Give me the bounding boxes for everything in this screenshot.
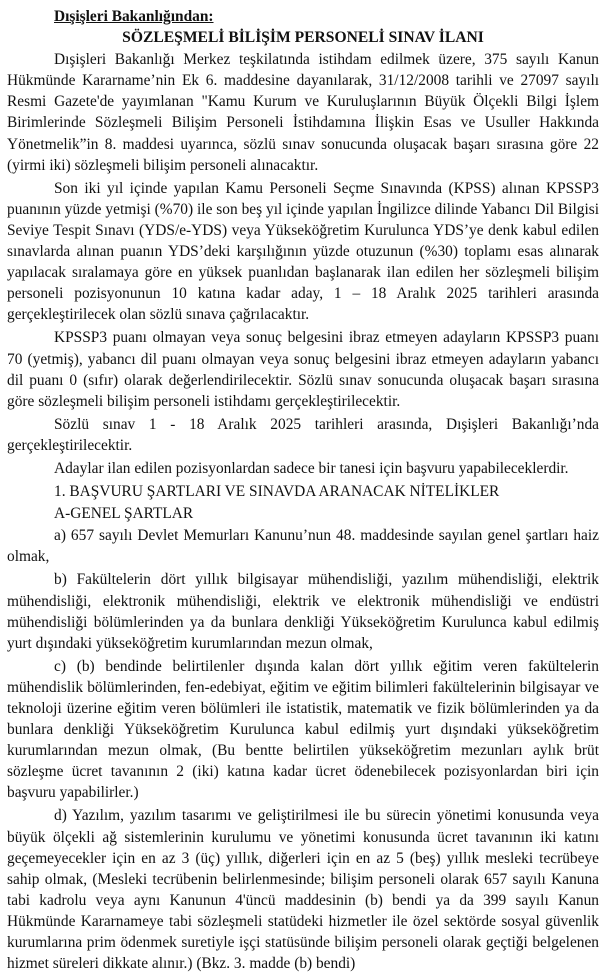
condition-b: b) Fakültelerin dört yıllık bilgisayar mühendisliği, yazılım mühendisliği, elektrik mühendisliği, elektronik mühendisliği, elektrik ve elektronik mühendisliği ve endüstri mühendisliği bölümlerinden ya da bunlara denkliği Yükseköğretim Kurulunca kabul edilmiş yurt dışındaki yükseköğretim kurumlarından mezun olmak, [7,571,599,652]
subsection-heading: A-GENEL ŞARTLAR [54,505,194,523]
condition-c: c) (b) bendinde belirtilenler dışında kalan dört yıllık eğitim veren fakültelerin mühendislik bölümlerinden, fen-edebiyat, eğitim ve eğitim bilimleri fakültelerinin bilgisayar ve teknoloji üzerine eğitim veren bölümleri ile istatistik, matematik ve fizik bölümlerinden ya da bunlara denkliği Yükseköğretim Kurulunca kabul edilmiş yurt dışındaki yükseköğretim kurumlarından mezun olmak, (Bu bentte belirtilen yükseköğretim mezunları aylık brüt sözleşme ücret tavanının 2 (iki) katına kadar ücret ödenebilecek pozisyonlardan biri için başvuru yapabilirler.) [7,657,599,802]
condition-d: d) Yazılım, yazılım tasarımı ve geliştirilmesi ile bu sürecin yönetimi konusunda veya büyük ölçekli ağ sistemlerinin kurulumu ve yönetimi konusunda ücret tavanının iki katını geçemeyecekler için en az 3 (üç) yıllık, diğerleri için en az 5 (beş) yıllık mesleki tecrübeye sahip olmak, (Mesleki tecrübenin belirlenmesinde; bilişim personeli olarak 657 sayılı Kanuna tabi kadrolu veya aynı Kanunun 4'üncü maddesinin (b) bendi ya da 399 sayılı Kanun Hükmünde Kararnameye tabi sözleşmeli statüdeki hizmetler ile özel sektörde sosyal güvenlik kurumlarına prim ödenmek suretiyle işçi statüsünde bilişim personeli olarak geçtiği belgelenen hizmet süreleri dikkate alınır.) (Bkz. 3. madde (b) bendi) [7,807,599,973]
section-heading: 1. BAŞVURU ŞARTLARI VE SINAVDA ARANACAK NİTELİKLER [54,483,500,501]
single-application-paragraph: Adaylar ilan edilen pozisyonlardan sadece bir tanesi için başvuru yapabileceklerdir. [54,459,569,477]
condition-a: a) 657 sayılı Devlet Memurları Kanunu’nun 48. maddesinde sayılan genel şartları haiz olmak, [7,527,599,566]
exam-date-paragraph: Sözlü sınav 1 - 18 Aralık 2025 tarihleri arasında, Dışişleri Bakanlığı’nda gerçekleştirilecektir. [7,415,599,454]
intro-paragraph: Dışişleri Bakanlığı Merkez teşkilatında istihdam edilmek üzere, 375 sayılı Kanun Hükmünde Kararname’nin Ek 6. maddesine dayanılarak, 31/12/2008 tarihli ve 27097 sayılı Resmi Gazete'de yayımlanan "Kamu Kurum ve Kuruluşlarının Büyük Ölçekli Bilgi İşlem Birimlerinde Sözleşmeli Bilişim Personeli İstihdamına İlişkin Esas ve Usuller Hakkında Yönetmelik”in 8. maddesi uyarınca, sözlü sınav sonucunda oluşacak başarı sırasına göre 22 (yirmi iki) sözleşmeli bilişim personeli alınacaktır. [7,51,599,174]
score-paragraph: KPSSP3 puanı olmayan veya sonuç belgesini ibraz etmeyen adayların KPSSP3 puanı 70 (yetmiş), yabancı dil puanı olmayan veya sonuç belgesini ibraz etmeyen adayların yabancı dil puanı 0 (sıfır) olarak değerlendirilecektir. Sözlü sınav sonucunda oluşacak başarı sırasına göre sözleşmeli bilişim personeli istihdamı gerçekleştirilecektir. [7,329,599,410]
ranking-paragraph: Son iki yıl içinde yapılan Kamu Personeli Seçme Sınavında (KPSS) alınan KPSSP3 puanının yüzde yetmişi (%70) ile son beş yıl içinde yapılan İngilizce dilinde Yabancı Dil Bilgisi Seviye Tespit Sınavı (YDS/e-YDS) veya Yükseköğretim Kurulunca YDS’ye denk kabul edilen sınavlarda alınan puanın YDS’deki karşılığının yüzde otuzunun (%30) toplamı esas alınarak yapılacak sıralamaya göre en yüksek puanlıdan başlanarak ilan edilen her sözleşmeli bilişim personeli pozisyonunun 10 katına kadar aday, 1 – 18 Aralık 2025 tarihleri arasında gerçekleştirilecek olan sözlü sınava çağrılacaktır. [7,179,599,324]
issuer-heading: Dışişleri Bakanlığından: [54,8,214,25]
document-title: SÖZLEŞMELİ BİLİŞİM PERSONELİ SINAV İLANI [122,29,484,47]
